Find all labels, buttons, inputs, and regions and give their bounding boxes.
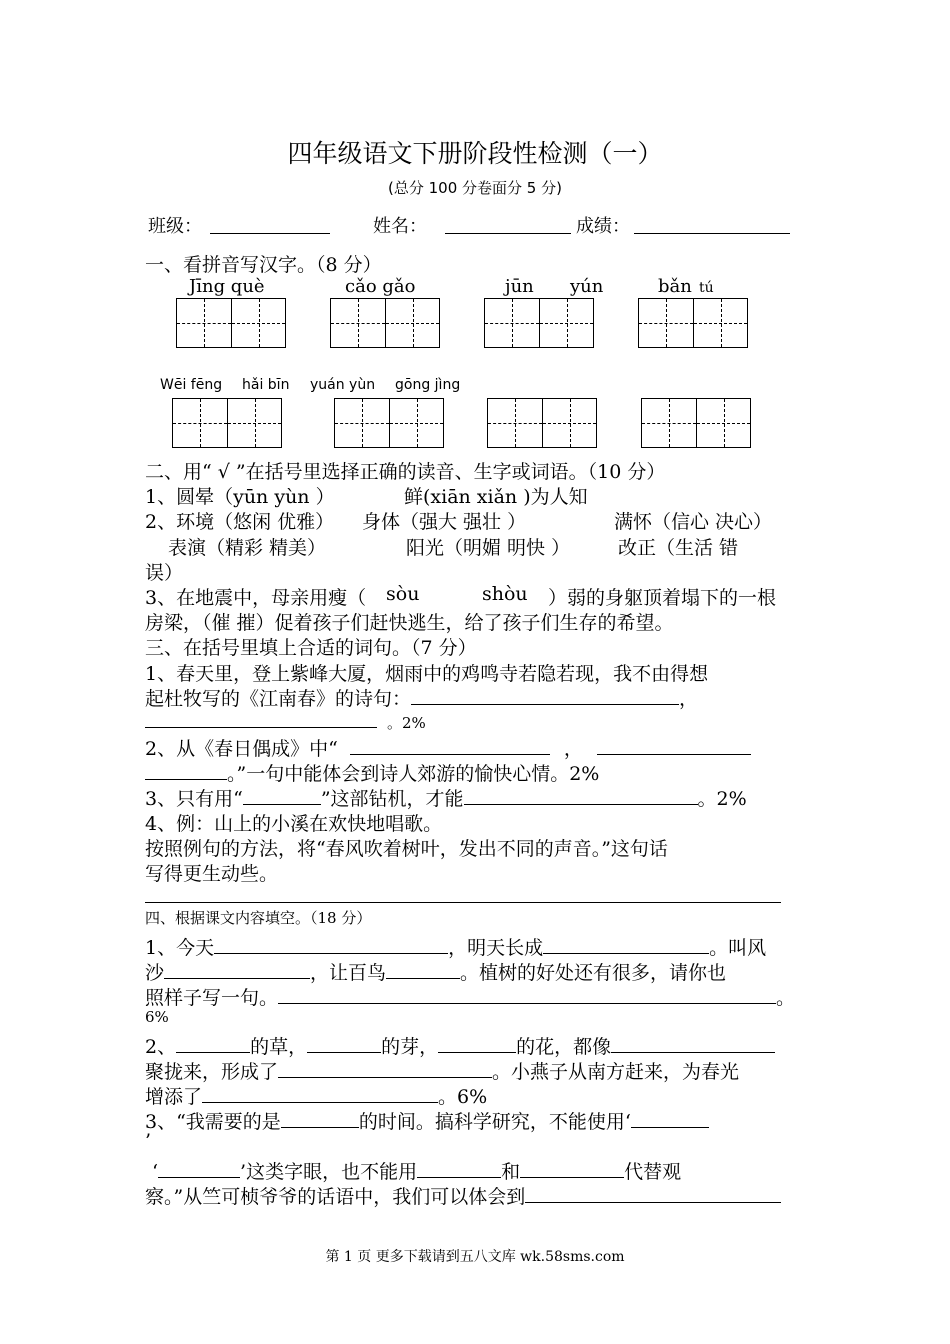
question-text: 。叫风	[709, 937, 767, 959]
question-text: 3、在地震中，母亲用瘦（	[145, 587, 367, 609]
question-text: ’	[145, 1130, 152, 1152]
question-text	[152, 1157, 681, 1184]
question-text: 误）	[145, 562, 184, 584]
name-field	[373, 212, 571, 238]
question-text: 。2%	[387, 714, 426, 732]
question-text: 写得更生动些。	[145, 863, 279, 885]
answer-blank[interactable]	[243, 786, 321, 805]
writing-grid[interactable]	[487, 398, 597, 448]
answer-blank[interactable]	[411, 686, 679, 705]
answer-blank[interactable]	[417, 1159, 501, 1178]
question-text: 3、“我需要的是	[145, 1111, 281, 1133]
score-field	[576, 212, 790, 238]
question-text: 。2%	[697, 788, 747, 810]
question-text: 聚拢来，形成了	[145, 1061, 279, 1083]
answer-blank[interactable]	[611, 1034, 775, 1053]
question-text: 。小燕子从南方赶来，为春光	[492, 1061, 740, 1083]
question-text: 2、环境（悠闲 优雅）	[145, 511, 335, 533]
pinyin: jūn	[505, 276, 534, 297]
page-subtitle: (总分 100 分卷面分 5 分)	[388, 179, 562, 197]
answer-blank[interactable]	[386, 960, 460, 979]
question-text: 增添了	[145, 1086, 203, 1108]
question-text: 鲜(xiān xiǎn )为人知	[404, 486, 588, 508]
answer-blank[interactable]	[176, 1034, 250, 1053]
question-text: 。”一句中能体会到诗人郊游的愉快心情。2%	[227, 763, 600, 785]
question-text: ’这类字眼，也不能用	[240, 1161, 418, 1183]
question-text	[145, 1082, 487, 1109]
question-text: ”这部钻机，才能	[320, 788, 464, 810]
pinyin: bǎn	[658, 276, 692, 297]
question-text: 表演（精彩 精美）	[168, 537, 327, 559]
question-text	[145, 734, 751, 761]
writing-grid[interactable]	[330, 298, 440, 348]
question-text	[145, 1182, 781, 1209]
question-text: ）弱的身躯顶着塌下的一根	[548, 587, 777, 609]
question-text	[145, 1057, 739, 1084]
question-text: 1、圆晕（yūn yùn ）	[145, 486, 335, 508]
writing-grid[interactable]	[641, 398, 751, 448]
question-text	[145, 784, 747, 811]
name-label: 姓名：	[373, 216, 427, 237]
page-title: 四年级语文下册阶段性检测（一）	[287, 139, 663, 168]
question-text	[145, 709, 426, 733]
answer-blank[interactable]	[464, 786, 698, 805]
answer-line[interactable]	[145, 902, 781, 903]
question-text: 照样子写一句。	[145, 987, 279, 1009]
question-text: 4、例：山上的小溪在欢快地唱歌。	[145, 813, 443, 835]
question-text: 的时间。搞科学研究，不能使用‘	[358, 1111, 631, 1133]
answer-blank[interactable]	[278, 1059, 492, 1078]
answer-blank[interactable]	[438, 1034, 516, 1053]
answer-blank[interactable]	[281, 1109, 359, 1128]
answer-blank[interactable]	[525, 1184, 781, 1203]
question-text: ‘	[152, 1161, 159, 1183]
question-text: 。植树的好处还有很多，请你也	[460, 962, 727, 984]
pinyin: yún	[570, 276, 604, 297]
question-text: 代替观	[624, 1161, 682, 1183]
question-text: 沙	[145, 962, 165, 984]
answer-blank[interactable]	[307, 1034, 381, 1053]
question-text: 1、今天	[145, 937, 215, 959]
answer-blank[interactable]	[202, 1084, 438, 1103]
answer-blank[interactable]	[164, 960, 310, 979]
question-text	[145, 1107, 709, 1134]
pinyin: Wēi fēng	[160, 377, 223, 393]
answer-blank[interactable]	[631, 1109, 709, 1128]
question-text: 2、从《春日偶成》中“	[145, 738, 338, 760]
question-text: 。6%	[438, 1086, 488, 1108]
question-text: 房梁，（催 摧）促着孩子们赶快逃生，给了孩子们生存的希望。	[145, 612, 674, 634]
question-text: 察。”从竺可桢爷爷的话语中，我们可以体会到	[145, 1186, 526, 1208]
question-text	[145, 759, 599, 786]
section1-heading: 一、看拼音写汉字。（8 分）	[145, 254, 382, 276]
question-text: 2、	[145, 1036, 177, 1058]
answer-blank[interactable]	[158, 1159, 240, 1178]
pinyin: yuán yùn	[310, 377, 376, 393]
question-text: 阳光（明媚 明快 ）	[406, 537, 571, 559]
question-text: shòu	[482, 583, 528, 605]
answer-blank[interactable]	[520, 1159, 624, 1178]
answer-blank[interactable]	[278, 985, 776, 1004]
pinyin: hǎi bīn	[242, 377, 290, 393]
pinyin: gōng jìng	[395, 377, 461, 393]
question-text: 3、只有用“	[145, 788, 243, 810]
writing-grid[interactable]	[484, 298, 594, 348]
question-text: ，让百鸟	[310, 962, 387, 984]
class-label: 班级：	[148, 216, 202, 237]
question-text: ，明天长成	[448, 937, 544, 959]
question-text	[145, 933, 766, 960]
question-text: 改正（生活 错	[618, 537, 739, 559]
question-text	[145, 684, 698, 711]
question-text	[145, 983, 795, 1010]
pinyin: Jīng què	[189, 276, 265, 297]
question-text: 的花，都像	[516, 1036, 612, 1058]
question-text: 起杜牧写的《江南春》的诗句：	[145, 688, 412, 710]
question-text: 的芽，	[381, 1036, 439, 1058]
answer-blank[interactable]	[145, 761, 227, 780]
pinyin: cǎo gǎo	[345, 276, 416, 297]
question-text: 满怀（信心 决心）	[614, 511, 773, 533]
question-text: ，	[563, 738, 583, 760]
answer-blank[interactable]	[597, 736, 751, 755]
page-footer: 第 1 页 更多下载请到五八文库 wk.58sms.com	[325, 1249, 625, 1265]
question-text: 身体（强大 强壮 ）	[362, 511, 527, 533]
writing-grid[interactable]	[172, 398, 282, 448]
question-text	[145, 958, 726, 985]
question-text: ，	[679, 688, 699, 710]
question-text: 和	[501, 1161, 521, 1183]
writing-grid[interactable]	[334, 398, 444, 448]
question-text: 按照例句的方法，将“春风吹着树叶，发出不同的声音。”这句话	[145, 838, 668, 860]
answer-blank[interactable]	[350, 736, 550, 755]
answer-blank[interactable]	[543, 935, 709, 954]
class-field	[148, 212, 330, 238]
writing-grid[interactable]	[638, 298, 748, 348]
answer-blank[interactable]	[214, 935, 448, 954]
writing-grid[interactable]	[176, 298, 286, 348]
section4-heading: 四、根据课文内容填空。（18 分）	[145, 909, 372, 927]
section3-heading: 三、在括号里填上合适的词句。（7 分）	[145, 637, 477, 659]
question-text: 6%	[145, 1008, 169, 1026]
question-text: 1、春天里，登上紫峰大厦，烟雨中的鸡鸣寺若隐若现，我不由得想	[145, 663, 709, 685]
question-text: 的草，	[250, 1036, 308, 1058]
answer-blank[interactable]	[145, 709, 377, 728]
section2-heading: 二、用“ √ ”在括号里选择正确的读音、生字或词语。（10 分）	[145, 461, 666, 483]
question-text: sòu	[386, 583, 420, 605]
question-text	[145, 1032, 775, 1059]
question-text: 。	[776, 987, 796, 1009]
pinyin: tú	[699, 280, 714, 296]
score-label: 成绩：	[576, 216, 630, 237]
